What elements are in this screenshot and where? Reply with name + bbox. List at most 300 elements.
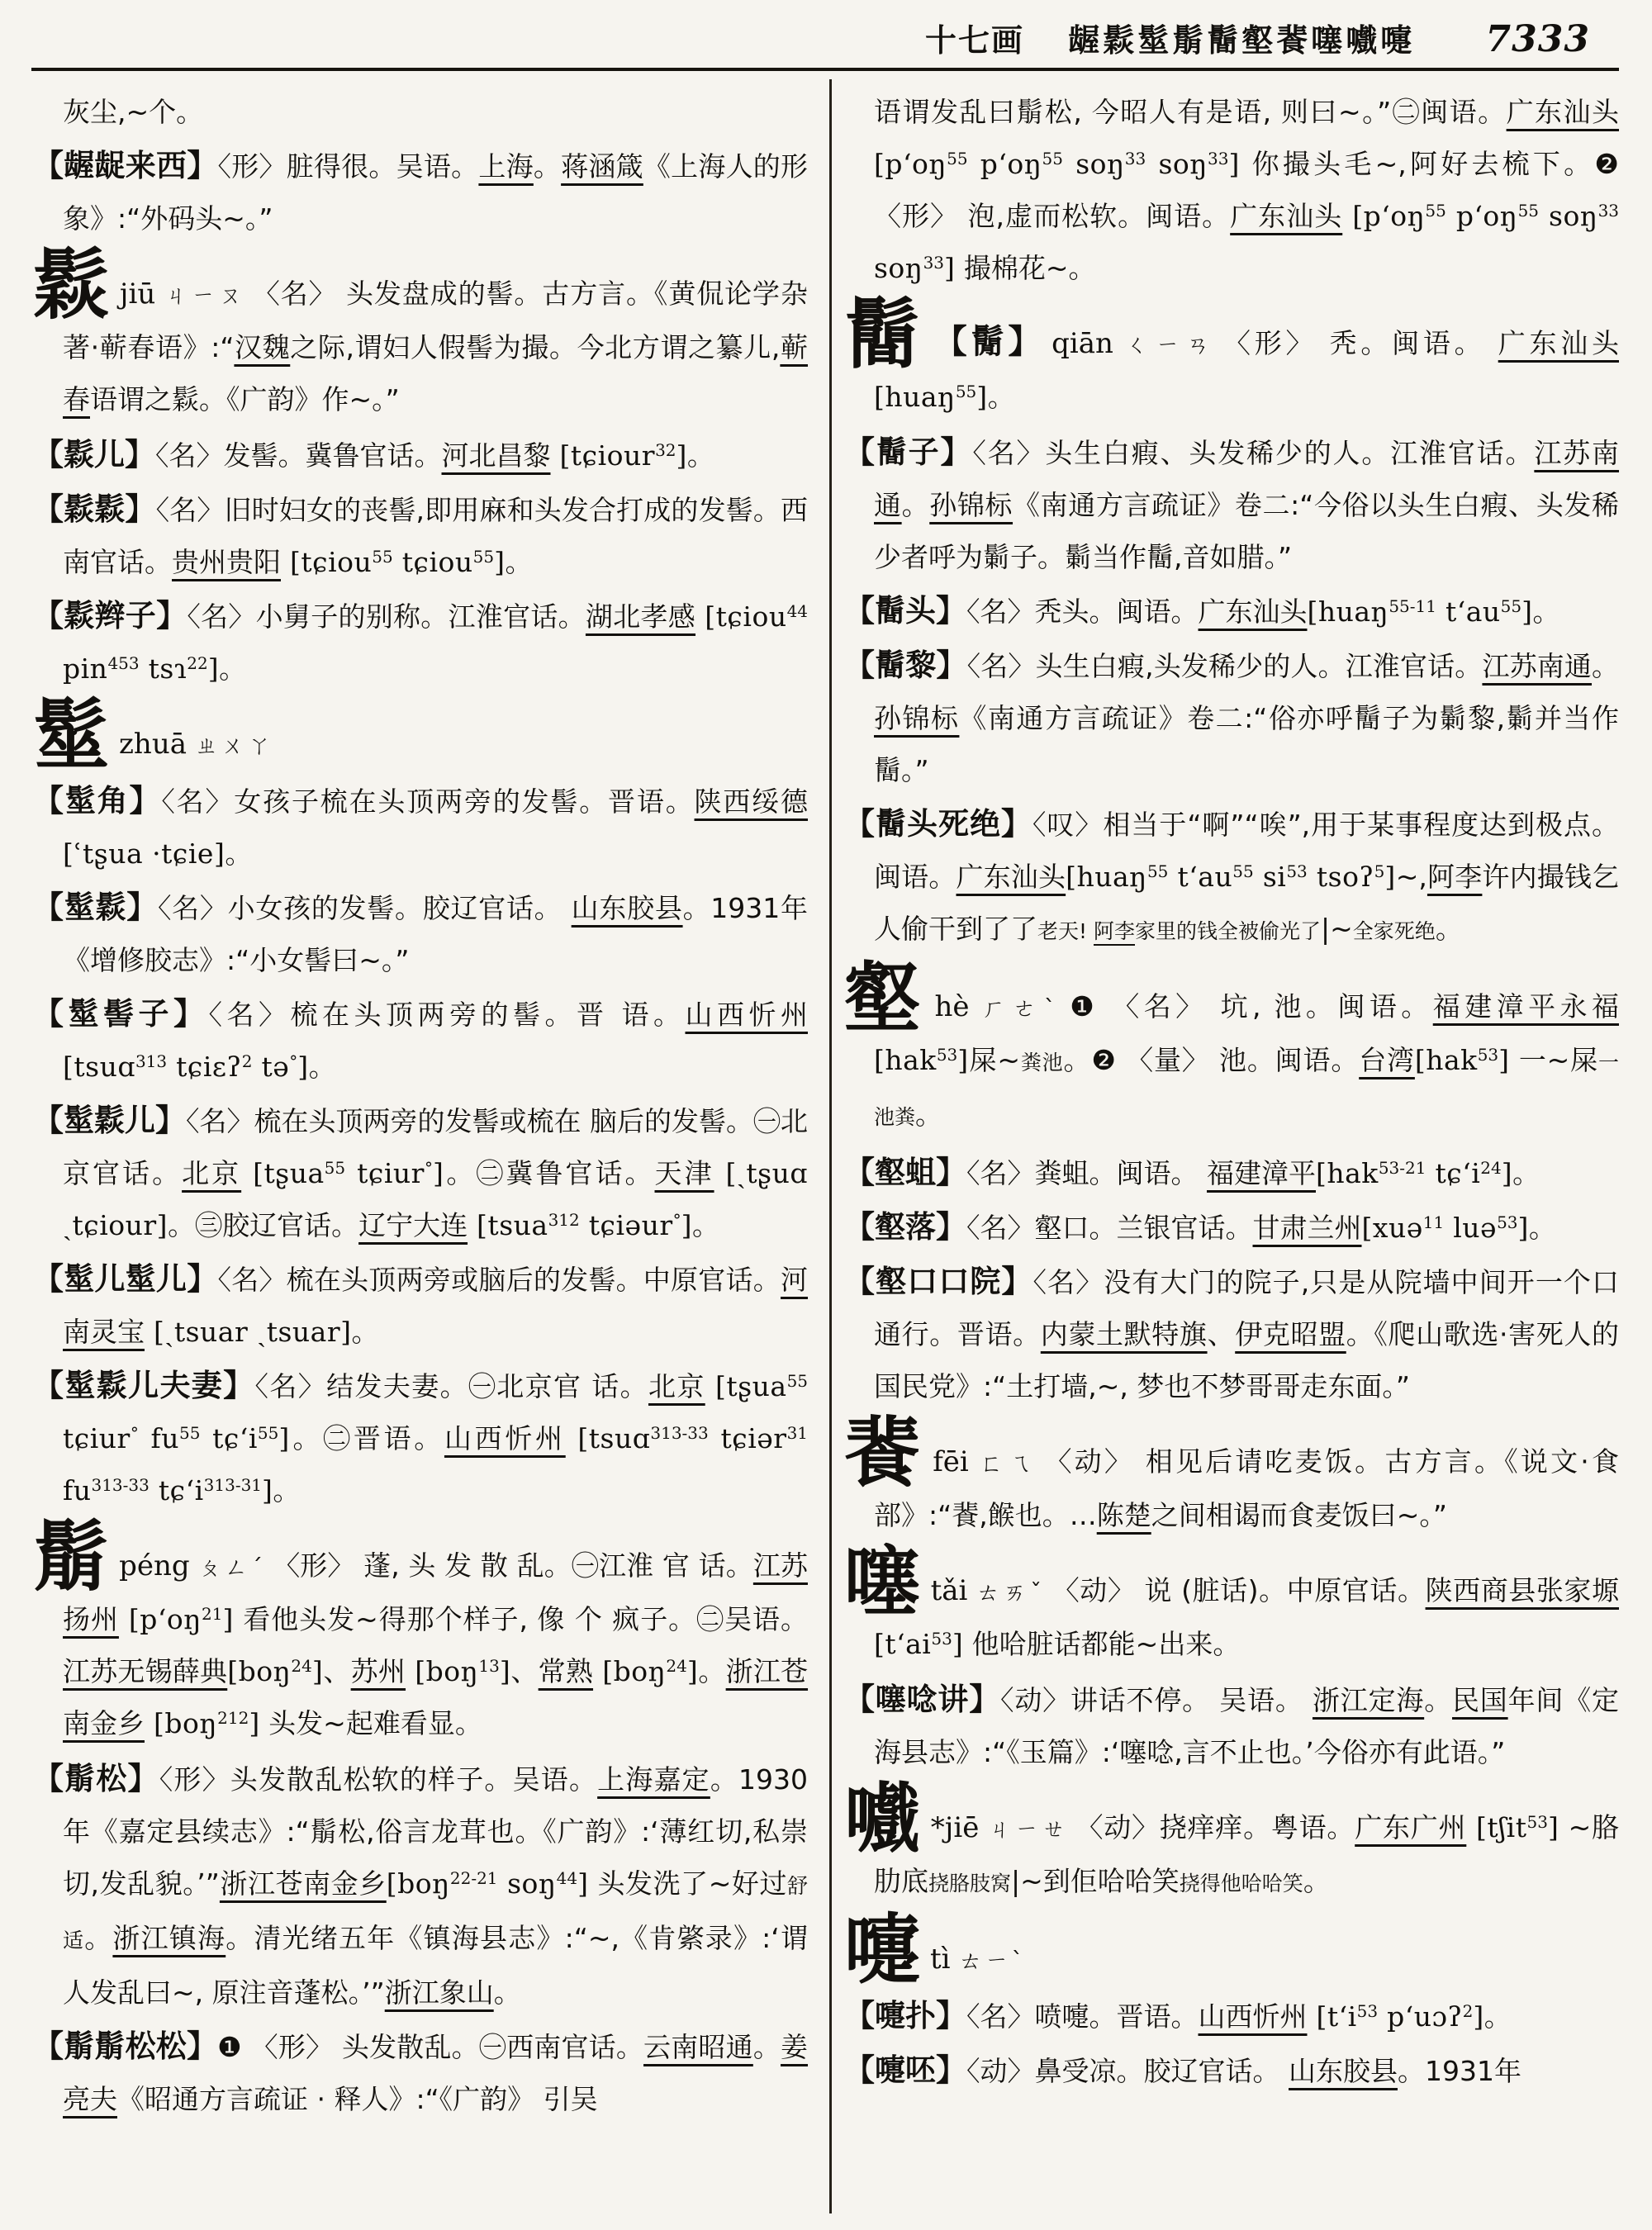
ipa-transcription: ]: [1473, 2000, 1484, 2033]
ipa-transcription: ]: [676, 439, 687, 472]
ipa-transcription: [huaŋ: [874, 381, 956, 413]
text-run: 。: [273, 1474, 301, 1506]
proper-noun-underlined: 浙江定海: [1312, 1684, 1425, 1716]
entry-headword: 【鬝黎】: [844, 648, 967, 683]
continuation-paragraph: [844, 86, 1619, 294]
head-character-entry: [844, 954, 1620, 1143]
text-run: 〈名〉秃头。闽语。: [966, 595, 1199, 628]
tone-superscript: 55: [1042, 149, 1063, 168]
ipa-transcription: [tsuɑ: [565, 1422, 651, 1454]
gloss-small-text: 一池粪: [874, 1051, 1620, 1129]
ipa-transcription: soŋ: [1539, 200, 1598, 232]
text-run: 〈名〉旧时妇女的丧髻,即用麻和头发合打成的发髻。西南官话。: [63, 494, 808, 578]
head-character-entry: [844, 1409, 1619, 1541]
column-left: [33, 86, 808, 2127]
text-run: 〈名〉发髻。冀鲁官话。: [155, 439, 442, 472]
proper-noun-underlined: 苏州: [350, 1655, 406, 1687]
text-run: |~: [1321, 913, 1353, 945]
tone-superscript: 453: [107, 653, 140, 673]
tone-superscript: 53: [936, 1045, 958, 1065]
text-run: 。: [225, 837, 253, 870]
pinyin: tì: [930, 1943, 951, 1976]
proper-noun-underlined: 广东广州: [1355, 1811, 1467, 1843]
ipa-transcription: soŋ: [1146, 148, 1208, 180]
dictionary-entry: [33, 881, 808, 986]
tone-superscript: 55: [1500, 596, 1522, 616]
head-character: 嚱: [844, 1775, 921, 1863]
proper-noun-underlined: 河北昌黎: [441, 439, 551, 472]
ipa-transcription: [boŋ: [227, 1655, 292, 1687]
proper-noun-underlined: 广东汕头: [1506, 96, 1619, 128]
ipa-transcription: ]: [494, 546, 506, 578]
ipa-transcription: tɕiou: [392, 546, 473, 578]
ipa-transcription: tʻau: [1436, 595, 1501, 628]
bopomofo: ㄊㄧˋ: [958, 1947, 1027, 1974]
stroke-section-label: 十七画: [925, 22, 1025, 59]
ipa-transcription: [tsua: [468, 1209, 548, 1241]
text-run: 〈动〉 相见后请吃麦饭。古方言。《说文·食部》:“餥,餱也。…: [874, 1445, 1619, 1531]
tone-superscript: 53: [1286, 861, 1308, 881]
text-run: 。㊁冀鲁官话。: [444, 1157, 655, 1189]
ipa-transcription: ]: [432, 1157, 444, 1189]
proper-noun-underlined: 汉魏: [234, 331, 291, 363]
tone-superscript: 313: [135, 1051, 168, 1071]
dictionary-entry: [844, 639, 1619, 796]
proper-noun-underlined: 上海: [478, 150, 534, 183]
dictionary-entry: [33, 483, 808, 588]
tone-superscript: 31: [786, 1423, 809, 1443]
tone-superscript: 24: [1480, 1158, 1502, 1178]
proper-noun-underlined: 孙锦标: [929, 489, 1014, 521]
head-character: 壑: [844, 954, 925, 1042]
proper-noun-underlined: 辽宁大连: [358, 1209, 468, 1241]
sense-number: ❶: [217, 2031, 242, 2063]
ipa-transcription: ]: [1384, 861, 1396, 893]
text-run: 《昭通方言疏证 · 释人》:“《广韵》 引吴: [117, 2083, 598, 2115]
entry-headword: 【髽角】: [33, 783, 162, 818]
bopomofo: ㄏㄜˋ: [977, 994, 1064, 1022]
sense-number: ❷: [1594, 148, 1619, 180]
proper-noun-underlined: 江苏南通: [874, 437, 1620, 521]
pinyin: jiū: [119, 278, 156, 311]
dictionary-entry: [33, 429, 808, 482]
ipa-transcription: si: [1253, 861, 1287, 893]
tone-superscript: 55: [786, 1371, 809, 1391]
ipa-transcription: ]: [278, 1422, 290, 1454]
dictionary-entry: [844, 1201, 1619, 1254]
head-character-entry: [33, 1513, 809, 1749]
text-run: 〈动〉鼻受凉。胶辽官话。: [966, 2055, 1289, 2087]
text-run: 、: [323, 1655, 351, 1687]
head-character: 鬏: [33, 241, 110, 330]
tone-superscript: 55: [1425, 201, 1446, 221]
dictionary-entry: [33, 775, 808, 880]
ipa-transcription: tɕʻi: [149, 1474, 204, 1506]
dictionary-entry: [33, 988, 808, 1093]
text-run: 。: [84, 1922, 113, 1954]
tone-superscript: 55: [955, 382, 977, 401]
ipa-transcription: pʻuɔʔ: [1378, 2000, 1463, 2033]
ipa-transcription: [tɕiou: [695, 600, 787, 633]
ipa-transcription: [tɕiour: [550, 439, 656, 472]
text-run: 。: [686, 439, 714, 472]
ipa-transcription: [boŋ: [593, 1655, 667, 1687]
entry-headword: 【鬅松】: [33, 1761, 159, 1796]
tone-superscript: 13: [478, 1656, 500, 1676]
ipa-transcription: [ˎtʂuɑ ˎtɕiour]: [63, 1157, 808, 1241]
proper-noun-underlined: 山西忻州: [1198, 2000, 1308, 2033]
ipa-transcription: ]: [681, 1209, 692, 1241]
entry-headword: 【嚏扑】: [844, 1998, 966, 2033]
ipa-transcription: [tʂua: [241, 1157, 325, 1189]
ipa-transcription: tɕiur: [345, 1157, 425, 1189]
dictionary-entry: [844, 1255, 1619, 1412]
text-run: 年间《定海县志》:“《玉篇》:‘噻唸,言不止也。’今俗亦有此语。”: [874, 1684, 1620, 1768]
entry-headword: 【鬏辫子】: [33, 598, 188, 633]
ipa-transcription: ]: [1498, 1044, 1510, 1076]
ipa-transcription: ]: [207, 652, 220, 685]
proper-noun-underlined: 贵州贵阳: [172, 546, 281, 578]
text-run: 、: [1207, 1318, 1236, 1350]
head-character-entry: [844, 1906, 1619, 1995]
bopomofo: ㄊㄞˇ: [976, 1578, 1046, 1606]
bopomofo: ㄐㄧㄝ: [987, 1815, 1070, 1843]
proper-noun-underlined: 河南灵宝: [63, 1264, 809, 1348]
proper-noun-underlined: 山东胶县: [571, 892, 683, 924]
text-run: 〈名〉小舅子的别称。江淮官话。: [187, 600, 586, 633]
text-run: 。: [1303, 1865, 1331, 1897]
gloss-small-underlined: 阿李: [1093, 919, 1135, 943]
text-run: 灰尘,~个。: [63, 96, 204, 128]
ipa-transcription: ]: [577, 1867, 589, 1900]
text-run: 语谓发乱曰鬅松, 今昭人有是语, 则曰~。”㊁闽语。: [874, 96, 1507, 128]
dictionary-entry: [33, 1094, 808, 1251]
text-run: 。: [1063, 1044, 1092, 1076]
pinyin: qiān: [1051, 327, 1113, 360]
sense-number: ❶: [1070, 990, 1099, 1022]
ipa-transcription: tsɿ: [139, 652, 188, 685]
text-run: 。: [752, 2031, 781, 2063]
proper-noun-underlined: 江苏无锡薛典: [63, 1655, 228, 1687]
pinyin: fēi: [933, 1445, 969, 1478]
bopomofo: ㄐㄧㄡ: [164, 282, 246, 309]
ipa-transcription: tə: [252, 1051, 290, 1083]
proper-noun-underlined: 孙锦标: [874, 702, 960, 734]
text-run: 。: [691, 1209, 719, 1241]
head-character: 鬝: [844, 291, 924, 379]
tone-superscript: 24: [291, 1656, 312, 1676]
entry-headword: 【壑蛆】: [844, 1155, 966, 1190]
tone-superscript: 55: [1146, 861, 1169, 881]
proper-noun-underlined: 浙江象山: [384, 1976, 494, 2009]
dictionary-entry: [33, 1359, 808, 1516]
tone-superscript: 33: [1597, 201, 1620, 221]
text-run: 。: [1512, 1157, 1540, 1189]
text-run: 〈形〉 秃。闽语。: [1223, 327, 1498, 359]
column-divider: [829, 79, 832, 2213]
tone-superscript: 33: [923, 253, 945, 273]
entry-headword: 【壑口口院】: [844, 1264, 1033, 1299]
tone-superscript: 313-31: [203, 1475, 263, 1495]
proper-noun-underlined: 山东胶县: [1289, 2055, 1398, 2087]
text-run: 〈名〉粪蛆。闽语。: [966, 1157, 1207, 1189]
proper-noun-underlined: 陈楚: [1096, 1499, 1151, 1531]
text-run: 。: [901, 489, 930, 521]
text-run: 〈动〉讲话不停。 吴语。: [1000, 1684, 1313, 1716]
tone-superscript: 44: [556, 1868, 578, 1888]
ipa-transcription: [hak: [874, 1044, 937, 1076]
gloss-small-text: 挠胳肢窝: [928, 1872, 1012, 1896]
tone-superscript: 55: [324, 1158, 346, 1178]
ipa-transcription: ]: [1501, 1157, 1513, 1189]
entry-headword: 【鬝头】: [844, 593, 966, 629]
entry-headword: 【鬝头死绝】: [844, 806, 1032, 842]
ipa-transcription: [huaŋ: [1307, 595, 1389, 628]
continuation-paragraph: [33, 86, 808, 138]
head-character-entry: [844, 1775, 1620, 1910]
ipa-transcription: ]: [957, 1044, 969, 1076]
text-run: 〈名〉 坑, 池。闽语。: [1099, 990, 1433, 1022]
proper-noun-underlined: 广东汕头: [1230, 200, 1343, 232]
proper-noun-underlined: 陕西绥德: [694, 785, 809, 818]
pinyin: zhuā: [119, 728, 187, 761]
text-run: 。: [698, 1655, 726, 1687]
text-run: ~,: [1395, 861, 1427, 893]
pinyin: *jiē: [930, 1811, 980, 1844]
ipa-transcription: [boŋ: [145, 1707, 218, 1739]
text-run: 。㊁晋语。: [289, 1422, 444, 1454]
dictionary-entry: [33, 1753, 808, 2019]
ipa-transcription: [tsuɑ: [63, 1051, 135, 1083]
ipa-transcription: [tʂua: [705, 1370, 787, 1402]
page-number: 7333: [1485, 18, 1590, 60]
ipa-transcription: tɕiər: [708, 1422, 787, 1454]
sense-number: ❷: [1091, 1044, 1117, 1076]
text-run: 头发洗了~好过: [588, 1867, 788, 1900]
tone-superscript: 32: [655, 440, 676, 460]
gloss-small-text: 挠得他哈哈笑: [1179, 1872, 1303, 1896]
text-run: 。《爬山歌选·害死人的国民党》:“土打墙,~, 梦也不梦哥哥走东面。”: [874, 1318, 1620, 1402]
gloss-small-text: 老天!: [1037, 919, 1094, 943]
text-run: 〈量〉 池。闽语。: [1116, 1044, 1360, 1076]
proper-noun-underlined: 姜亮夫: [63, 2031, 809, 2115]
text-run: 看他头发~得那个样子, 像 个 疯子。㊁吴语。: [233, 1603, 808, 1635]
text-run: 一~屎: [1509, 1044, 1599, 1076]
text-run: 〈名〉没有大门的院子,只是从院墙中间开一个口通行。晋语。: [874, 1266, 1619, 1350]
ipa-transcription: pin: [63, 652, 108, 685]
text-run: 。: [987, 381, 1015, 413]
text-run: 〈名〉喷嚏。晋语。: [966, 2000, 1199, 2033]
text-run: 〈形〉 头发散乱。㊀西南官话。: [241, 2031, 644, 2063]
ipa-transcription: tɕʻi: [1426, 1157, 1481, 1189]
ipa-transcription: ]: [499, 1655, 511, 1687]
text-run: 你撮头毛~,阿好去梳下。: [1239, 148, 1595, 180]
proper-noun-underlined: 山西忻州: [444, 1422, 566, 1454]
text-run: 。: [1528, 1212, 1556, 1244]
tone-superscript: 313-33: [650, 1423, 709, 1443]
text-run: 〈名〉梳在头顶两旁的髻。晋 语。: [208, 999, 686, 1031]
ipa-transcription: ]: [311, 1655, 324, 1687]
dictionary-entry: [844, 426, 1619, 583]
text-run: 〈形〉头发散乱松软的样子。吴语。: [159, 1763, 598, 1796]
text-run: 撮棉花~。: [955, 252, 1096, 284]
entry-headword: 【髽鬏】: [33, 890, 158, 925]
proper-noun-underlined: 北京: [648, 1370, 705, 1402]
ipa-transcription: ]: [297, 1051, 309, 1083]
proper-noun-underlined: 福建漳平: [1207, 1157, 1316, 1189]
ipa-transcription: ]: [952, 1628, 964, 1660]
tone-superscript: °: [130, 1423, 139, 1443]
gloss-small-text: 粪池: [1019, 1051, 1064, 1075]
proper-noun-underlined: 广东汕头: [1198, 595, 1308, 628]
tone-superscript: °: [289, 1051, 298, 1071]
text-run: 之间相谒而食麦饭曰~。”: [1151, 1499, 1447, 1531]
ipa-transcription: [xuə: [1361, 1212, 1423, 1244]
tone-superscript: °: [672, 1210, 681, 1230]
proper-noun-underlined: 浙江镇海: [112, 1922, 226, 1954]
text-run: 。: [533, 150, 562, 183]
text-run: 。㊂胶辽官话。: [168, 1209, 359, 1241]
text-run: 〈名〉女孩子梳在头顶两旁的发髻。晋语。: [161, 785, 695, 818]
proper-noun-underlined: 江苏南通: [1482, 650, 1593, 682]
proper-noun-underlined: 广东汕头: [956, 861, 1066, 893]
text-run: 。: [1424, 1684, 1452, 1716]
ipa-transcription: ]: [944, 252, 956, 284]
text-run: |~到佢哈哈笑: [1011, 1865, 1180, 1897]
ipa-transcription: pʻoŋ: [1446, 200, 1518, 232]
entry-headword: 【鬅鬅松松】: [33, 2028, 218, 2064]
proper-noun-underlined: 山西忻州: [685, 999, 808, 1031]
text-run: 〈动〉挠痒痒。粤语。: [1075, 1811, 1355, 1843]
header-rule: [31, 68, 1619, 71]
entry-headword: 【嚏呸】: [844, 2052, 966, 2088]
dictionary-entry: [33, 140, 808, 244]
text-run: 屎~: [968, 1044, 1020, 1076]
bopomofo: ㄓㄨㄚ: [195, 732, 275, 759]
gloss-small-text: 全家死绝: [1352, 919, 1436, 943]
tone-superscript: 21: [201, 1604, 223, 1624]
tone-superscript: 22: [187, 653, 208, 673]
entry-headword: 【龌龊来西】: [33, 148, 218, 183]
text-run: 〈名〉梳在头顶两旁的发髻或梳在 脑后的发髻。㊀北京官话。: [63, 1105, 808, 1189]
text-run: 之际,谓妇人假髻为撮。今北方谓之纂儿,: [290, 331, 781, 363]
ipa-transcription: [boŋ: [386, 1867, 450, 1900]
tone-superscript: 53: [1497, 1212, 1518, 1232]
text-run: 〈名〉头生白瘕、头发稀少的人。江淮官话。: [972, 437, 1535, 469]
proper-noun-underlined: 天津: [654, 1157, 714, 1189]
proper-noun-underlined: 江苏扬州: [63, 1549, 808, 1635]
ipa-transcription: soŋ: [1063, 148, 1125, 180]
tone-superscript: 55: [1517, 201, 1540, 221]
proper-noun-underlined: 常熟: [538, 1655, 594, 1687]
gloss-small-text: 家里的钱全被偷光了: [1135, 919, 1322, 943]
tone-superscript: 55: [257, 1423, 279, 1443]
ipa-transcription: fu: [63, 1474, 92, 1506]
text-run: 〈名〉梳在头顶两旁或脑后的发髻。中原官话。: [217, 1264, 781, 1296]
pinyin: hè: [934, 990, 970, 1023]
text-run: 他哈脏话都能~出来。: [963, 1628, 1241, 1660]
text-run: 〈形〉脏得很。吴语。: [217, 150, 479, 183]
dictionary-entry: [844, 585, 1619, 638]
tone-superscript: 33: [1124, 149, 1146, 168]
dictionary-entry: [33, 2020, 808, 2125]
proper-noun-underlined: 甘肃兰州: [1252, 1212, 1362, 1244]
ipa-transcription: tɕʻi: [200, 1422, 258, 1454]
text-run: 。: [493, 1976, 521, 2009]
text-run: 头发~起难看显。: [259, 1707, 482, 1739]
proper-noun-underlined: 福建漳平永福: [1432, 990, 1619, 1022]
proper-noun-underlined: 浙江苍南金乡: [63, 1655, 809, 1739]
tone-superscript: 212: [217, 1708, 249, 1728]
ipa-transcription: soŋ: [874, 252, 923, 284]
text-run: 。: [505, 546, 533, 578]
dictionary-entry: [844, 798, 1619, 957]
tone-superscript: 55: [1232, 861, 1254, 881]
dictionary-entry: [844, 1990, 1619, 2043]
variant-form: 【鬜】: [933, 323, 1046, 361]
entry-headword: 【髽儿髽儿】: [33, 1261, 218, 1297]
text-run: 语谓之鬏。《广韵》作~。”: [90, 383, 400, 415]
proper-noun-underlined: 蕲春: [63, 331, 809, 415]
text-run: 〈名〉 头发盘成的髻。古方言。《黄侃论学杂著·蕲春语》:“: [63, 278, 808, 363]
text-run: 、: [510, 1655, 539, 1687]
dictionary-entry: [844, 1146, 1619, 1199]
ipa-transcription: ]: [222, 1603, 234, 1635]
text-run: 《南通方言疏证》卷二:“俗亦呼鬝子为鬎黎,鬎并当作鬝。”: [874, 702, 1619, 786]
tone-superscript: 53: [1477, 1045, 1499, 1065]
ipa-transcription: [huaŋ: [1066, 861, 1147, 893]
ipa-transcription: tsoʔ: [1307, 861, 1374, 893]
proper-noun-underlined: 云南昭通: [643, 2031, 753, 2063]
proper-noun-underlined: 内蒙土默特旗: [1040, 1318, 1208, 1350]
ipa-transcription: ]: [976, 381, 988, 413]
ipa-transcription: tɕiur: [63, 1422, 131, 1454]
tone-superscript: 2: [241, 1051, 253, 1071]
ipa-transcription: [tʻi: [1307, 2000, 1357, 2033]
text-run: 《上海人的形象》:“外码头~。”: [63, 150, 809, 235]
proper-noun-underlined: 上海嘉定: [597, 1763, 710, 1796]
entry-headword: 【髽鬏儿】: [33, 1103, 186, 1138]
text-run: 〈名〉壑口。兰银官话。: [966, 1212, 1253, 1244]
proper-noun-underlined: 湖北孝感: [585, 600, 696, 633]
head-character-entry: [33, 241, 809, 425]
text-run: 〈名〉小女孩的发髻。胶辽官话。: [157, 892, 572, 924]
proper-noun-underlined: 民国: [1452, 1684, 1508, 1716]
ipa-transcription: tʻau: [1168, 861, 1233, 893]
tone-superscript: 53: [1356, 2001, 1379, 2021]
tone-superscript: 5: [1374, 861, 1385, 881]
column-right: [844, 86, 1619, 2099]
tone-superscript: 55: [372, 547, 393, 567]
ipa-transcription: ]: [1521, 595, 1533, 628]
ipa-transcription: tɕiəur: [579, 1209, 673, 1241]
ipa-transcription: ]: [1517, 1212, 1529, 1244]
text-run: 。: [1483, 2000, 1512, 2033]
tone-superscript: 53-21: [1378, 1158, 1427, 1178]
head-character-entry: [33, 691, 808, 780]
text-run: ~胳肋底: [874, 1811, 1620, 1897]
proper-noun-underlined: 阿李: [1427, 861, 1483, 893]
ipa-transcription: [ʿtʂua ·tɕie]: [63, 837, 225, 870]
tone-superscript: 55: [178, 1423, 201, 1443]
entry-headword: 【髽鬏儿夫妻】: [33, 1368, 255, 1403]
entry-headword: 【壑落】: [844, 1209, 966, 1245]
tone-superscript: 313-33: [91, 1475, 150, 1495]
text-run: 〈名〉结发夫妻。㊀北京官 话。: [254, 1370, 648, 1402]
tone-superscript: 53: [931, 1629, 952, 1649]
proper-noun-underlined: 北京: [182, 1157, 242, 1189]
text-run: 《南通方言疏证》卷二:“今俗以头生白瘕、头发稀少者呼为鬎子。鬎当作鬝,音如腊。”: [874, 489, 1620, 573]
